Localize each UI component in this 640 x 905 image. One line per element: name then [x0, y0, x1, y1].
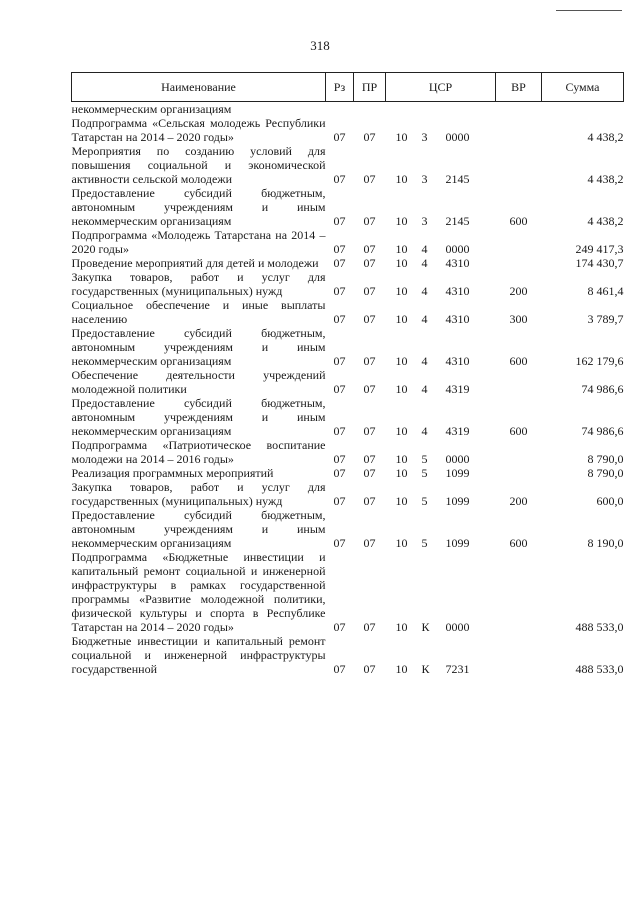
row-csr: [386, 270, 496, 298]
row-sum: [542, 102, 624, 117]
header-sum: Сумма: [542, 73, 624, 102]
table-row: [72, 144, 624, 186]
row-sum: 74 986,6: [581, 382, 624, 396]
table-row: [72, 396, 624, 438]
row-rz: 07: [333, 214, 346, 228]
row-pr: 07: [363, 284, 376, 298]
row-pr: 07: [363, 494, 376, 508]
row-csr-subprogram: 5: [421, 494, 428, 508]
row-vr: [496, 228, 542, 256]
row-csr-subprogram: 3: [421, 214, 428, 228]
row-sum: 162 179,6: [575, 354, 624, 368]
row-rz: 07: [333, 662, 346, 676]
table-row: [72, 326, 624, 368]
row-pr: 07: [363, 172, 376, 186]
row-vr: 200: [509, 494, 528, 508]
row-name: Закупка товаров, работ и услуг для государственных (муниципальных) нужд: [71, 480, 326, 508]
row-vr: 600: [509, 354, 528, 368]
table-row: [72, 550, 624, 634]
row-vr: [496, 550, 542, 634]
row-csr-subprogram: 5: [421, 452, 428, 466]
row-csr-direction: 0000: [445, 452, 470, 466]
row-csr-program: 10: [395, 466, 408, 480]
row-sum: 488 533,0: [575, 662, 624, 676]
table-row: [72, 116, 624, 144]
row-csr: [386, 550, 496, 634]
row-rz: 07: [333, 256, 346, 270]
row-rz: 07: [333, 424, 346, 438]
row-name: Предоставление субсидий бюджетным, автономным учреждениям и иным некоммерческим организациям: [71, 326, 326, 368]
row-csr-program: 10: [395, 382, 408, 396]
row-csr-direction: 2145: [445, 214, 470, 228]
header-csr: ЦСР: [386, 73, 496, 102]
table-row: [72, 270, 624, 298]
row-vr: 300: [509, 312, 528, 326]
row-csr-subprogram: 4: [421, 424, 428, 438]
row-csr: [386, 298, 496, 326]
row-pr: 07: [363, 130, 376, 144]
row-name: Реализация программных мероприятий: [71, 466, 274, 480]
table-row: [72, 480, 624, 508]
header-pr: ПР: [354, 73, 386, 102]
row-sum: 600,0: [596, 494, 624, 508]
row-csr-direction: 7231: [445, 662, 470, 676]
row-sum: 8 790,0: [587, 466, 624, 480]
row-csr-direction: 0000: [445, 242, 470, 256]
row-sum: 488 533,0: [575, 620, 624, 634]
row-csr-subprogram: 4: [421, 354, 428, 368]
row-sum: 3 789,7: [587, 312, 624, 326]
row-csr-direction: 0000: [445, 130, 470, 144]
table-row: [72, 368, 624, 396]
row-vr: 600: [509, 214, 528, 228]
row-csr-program: 10: [395, 256, 408, 270]
table-header-row: [72, 73, 624, 102]
row-name: Закупка товаров, работ и услуг для государственных (муниципальных) нужд: [71, 270, 326, 298]
row-vr: [496, 144, 542, 186]
row-rz: 07: [333, 494, 346, 508]
row-sum: 4 438,2: [587, 172, 624, 186]
row-csr-program: 10: [395, 424, 408, 438]
row-csr-direction: 0000: [445, 620, 470, 634]
row-name: Подпрограмма «Сельская молодежь Республики Татарстан на 2014 – 2020 годы»: [71, 116, 326, 144]
row-sum: 74 986,6: [581, 424, 624, 438]
page-number: 318: [310, 38, 330, 53]
table-row: [72, 438, 624, 466]
table-row: [72, 102, 624, 117]
row-csr-subprogram: 4: [421, 256, 428, 270]
row-sum: 249 417,3: [575, 242, 624, 256]
row-csr-program: 10: [395, 662, 408, 676]
row-pr: 07: [363, 536, 376, 550]
row-name: Подпрограмма «Молодежь Татарстана на 2014 – 2020 годы»: [71, 228, 326, 256]
row-csr-subprogram: 4: [421, 312, 428, 326]
row-csr-program: 10: [395, 172, 408, 186]
row-sum: 8 790,0: [587, 452, 624, 466]
row-pr: 07: [363, 466, 376, 480]
table-row: [72, 634, 624, 676]
table-row: [72, 186, 624, 228]
row-vr: [496, 634, 542, 676]
table-row: [72, 228, 624, 256]
row-name: Проведение мероприятий для детей и молодежи: [71, 256, 319, 270]
row-csr: [386, 396, 496, 438]
row-vr: [496, 368, 542, 396]
table-row: [72, 508, 624, 550]
row-pr: 07: [363, 242, 376, 256]
row-rz: 07: [333, 172, 346, 186]
table-row: [72, 298, 624, 326]
row-csr-subprogram: К: [421, 662, 430, 676]
row-pr: 07: [363, 452, 376, 466]
row-name: Подпрограмма «Патриотическое воспитание молодежи на 2014 – 2016 годы»: [71, 438, 326, 466]
row-rz: 07: [333, 620, 346, 634]
row-csr: [386, 102, 496, 117]
row-csr: [386, 256, 496, 270]
budget-table: [71, 72, 624, 676]
header-name: Наименование: [72, 73, 326, 102]
row-vr: [496, 256, 542, 270]
row-rz: 07: [333, 466, 346, 480]
row-csr: [386, 326, 496, 368]
row-csr-program: 10: [395, 284, 408, 298]
row-csr-subprogram: К: [421, 620, 430, 634]
row-vr: [496, 466, 542, 480]
row-name: Бюджетные инвестиции и капитальный ремонт социальной и инженерной инфраструктуры государственной: [71, 634, 326, 676]
row-csr-program: 10: [395, 242, 408, 256]
row-csr: [386, 634, 496, 676]
row-sum: 8 461,4: [587, 284, 624, 298]
row-name: Социальное обеспечение и иные выплаты населению: [71, 298, 326, 326]
row-pr: 07: [363, 214, 376, 228]
row-sum: 4 438,2: [587, 130, 624, 144]
row-csr: [386, 186, 496, 228]
row-csr-subprogram: 5: [421, 536, 428, 550]
row-rz: 07: [333, 452, 346, 466]
row-pr: 07: [363, 382, 376, 396]
row-csr-subprogram: 4: [421, 382, 428, 396]
row-csr-subprogram: 3: [421, 172, 428, 186]
row-vr: [496, 102, 542, 117]
row-name: некоммерческим организациям: [71, 102, 232, 116]
row-name: Предоставление субсидий бюджетным, автономным учреждениям и иным некоммерческим организациям: [71, 508, 326, 550]
row-vr: [496, 438, 542, 466]
row-csr-program: 10: [395, 130, 408, 144]
table-row: [72, 256, 624, 270]
row-rz: 07: [333, 242, 346, 256]
row-pr: 07: [363, 256, 376, 270]
row-csr-program: 10: [395, 214, 408, 228]
header-vr: ВР: [496, 73, 542, 102]
row-csr-program: 10: [395, 494, 408, 508]
row-csr: [386, 438, 496, 466]
row-sum: 8 190,0: [587, 536, 624, 550]
row-csr: [386, 144, 496, 186]
row-name: Обеспечение деятельности учреждений молодежной политики: [71, 368, 326, 396]
row-csr-subprogram: 3: [421, 130, 428, 144]
row-csr-program: 10: [395, 312, 408, 326]
row-csr-subprogram: 4: [421, 242, 428, 256]
row-name: Подпрограмма «Бюджетные инвестиции и капитальный ремонт социальной и инженерной инфраструктуры в рамках государственной программы «Развитие молодежной политики, физической культуры и спорта в Республике Татарстан на 2014 – 2020 годы»: [71, 550, 326, 634]
row-sum: 174 430,7: [575, 256, 624, 270]
row-csr-direction: 4310: [445, 256, 470, 270]
row-rz: [326, 102, 354, 117]
row-vr: 200: [509, 284, 528, 298]
row-csr: [386, 508, 496, 550]
row-csr-subprogram: 4: [421, 284, 428, 298]
row-rz: 07: [333, 382, 346, 396]
row-sum: 4 438,2: [587, 214, 624, 228]
row-csr: [386, 116, 496, 144]
row-csr-direction: 4310: [445, 312, 470, 326]
row-csr: [386, 368, 496, 396]
row-pr: 07: [363, 424, 376, 438]
row-csr-program: 10: [395, 452, 408, 466]
header-rz: Рз: [326, 73, 354, 102]
row-pr: 07: [363, 662, 376, 676]
row-name: Предоставление субсидий бюджетным, автономным учреждениям и иным некоммерческим организациям: [71, 396, 326, 438]
table-row: [72, 466, 624, 480]
row-pr: 07: [363, 354, 376, 368]
row-csr: [386, 480, 496, 508]
row-csr-subprogram: 5: [421, 466, 428, 480]
row-vr: 600: [509, 536, 528, 550]
row-rz: 07: [333, 354, 346, 368]
row-csr-direction: 4319: [445, 424, 470, 438]
row-csr-direction: 1099: [445, 466, 470, 480]
row-vr: [496, 116, 542, 144]
row-rz: 07: [333, 312, 346, 326]
row-csr-direction: 2145: [445, 172, 470, 186]
row-csr-program: 10: [395, 536, 408, 550]
row-pr: 07: [363, 312, 376, 326]
row-pr: 07: [363, 620, 376, 634]
row-pr: [354, 102, 386, 117]
row-vr: 600: [509, 424, 528, 438]
row-csr-direction: 1099: [445, 536, 470, 550]
row-csr: [386, 466, 496, 480]
row-csr-direction: 1099: [445, 494, 470, 508]
row-csr: [386, 228, 496, 256]
row-name: Мероприятия по созданию условий для повышения социальной и экономической активности сельской молодежи: [71, 144, 326, 186]
row-csr-direction: 4310: [445, 354, 470, 368]
row-csr-direction: 4319: [445, 382, 470, 396]
table-body: [72, 102, 624, 677]
row-rz: 07: [333, 536, 346, 550]
row-name: Предоставление субсидий бюджетным, автономным учреждениям и иным некоммерческим организациям: [71, 186, 326, 228]
row-rz: 07: [333, 284, 346, 298]
row-csr-direction: 4310: [445, 284, 470, 298]
row-csr-program: 10: [395, 620, 408, 634]
row-csr-program: 10: [395, 354, 408, 368]
scan-corner-mark: [556, 10, 622, 11]
row-rz: 07: [333, 130, 346, 144]
